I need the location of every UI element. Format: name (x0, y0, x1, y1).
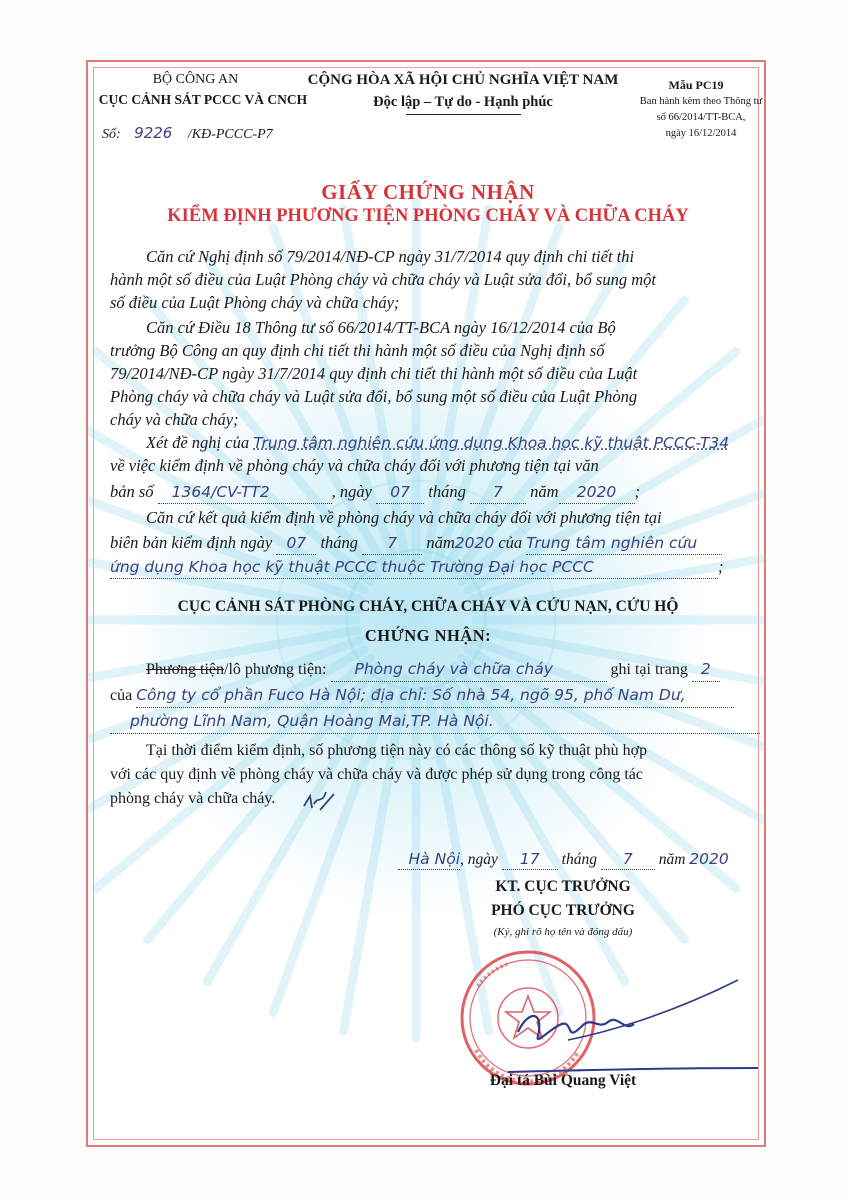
p3-doc-prefix: bản số (110, 482, 154, 501)
preamble-p4-line1: Căn cứ kết quả kiểm định về phòng cháy và chữa cháy đối với phương tiện tại (146, 508, 662, 527)
preamble-p2-line5: cháy và chữa cháy; (110, 410, 239, 429)
form-note-2: số 66/2014/TT-BCA, (656, 112, 746, 123)
issue-day: 17 (519, 850, 540, 868)
address-line (110, 710, 760, 734)
p3-prefix: Xét đề nghị của (146, 433, 250, 452)
p3-year-label: năm (530, 482, 559, 501)
vehicle-label: /lô phương tiện: (224, 661, 327, 678)
p4-year: 2020 (454, 534, 495, 552)
certificate-subtitle: KIỂM ĐỊNH PHƯƠNG TIỆN PHÒNG CHÁY VÀ CHỮA CHÁY (167, 206, 689, 226)
preamble-p2-line3: 79/2014/NĐ-CP ngày 31/7/2014 quy định chi tiết thi hành một số điều của Luật (110, 364, 638, 383)
of-label: của (110, 687, 133, 704)
p4-org-line2: ứng dụng Khoa học kỹ thuật PCCC thuộc Trường Đại học PCCC (110, 558, 594, 576)
certificate-border (86, 60, 766, 1147)
vehicle-line (146, 658, 720, 682)
form-note-3: ngày 16/12/2014 (665, 128, 737, 139)
p4-month-label: tháng (320, 533, 359, 552)
conclusion-line1: Tại thời điểm kiểm định, số phương tiện này có các thông số kỹ thuật phù hợp (146, 742, 648, 759)
company-value: Công ty cổ phần Fuco Hà Nội; địa chỉ: Số nhà 54, ngõ 95, phố Nam Dư, (136, 686, 686, 704)
preamble-p2-line2: trưởng Bộ Công an quy định chi tiết thi hành một số điều của Nghị định số (110, 341, 605, 360)
preamble-p1-line3: số điều của Luật Phòng cháy và chữa cháy; (110, 293, 400, 312)
certify-heading: CHỨNG NHẬN: (364, 626, 492, 645)
national-motto: Độc lập – Tự do - Hạnh phúc (373, 94, 553, 110)
signer-role-2: PHÓ CỤC TRƯỞNG (491, 902, 635, 919)
preamble-p4-line2 (110, 532, 722, 555)
page-value: 2 (700, 660, 711, 678)
issue-date (398, 850, 729, 870)
preamble-p4-line3 (110, 556, 724, 579)
p4-end: ; (718, 557, 724, 576)
department-name: CỤC CẢNH SÁT PCCC VÀ CNCH (98, 92, 308, 107)
issue-month-label: tháng (561, 851, 597, 868)
p4-prefix: biên bản kiểm định ngày (110, 533, 273, 552)
document-number (102, 124, 273, 143)
company-line (110, 684, 734, 708)
issue-year-label: năm (658, 851, 686, 868)
address-value: phường Lĩnh Nam, Quận Hoàng Mai,TP. Hà Nội. (130, 712, 494, 730)
p3-doc-number: 1364/CV-TT2 (171, 483, 270, 501)
p4-month: 7 (387, 534, 398, 552)
p3-day: 07 (390, 483, 410, 501)
p3-month-label: tháng (428, 482, 466, 501)
preamble-p1-line1: Căn cứ Nghị định số 79/2014/NĐ-CP ngày 31/7/2014 quy định chi tiết thi (146, 247, 635, 266)
preamble-p2-line4: Phòng cháy và chữa cháy và Luật sửa đổi, bổ sung một số điều của Luật Phòng (110, 387, 638, 406)
page-label: ghi tại trang (610, 661, 688, 678)
p3-end: ; (634, 482, 641, 501)
preamble-p1-line2: hành một số điều của Luật Phòng cháy và chữa cháy và Luật sửa đổi, bổ sung một (110, 270, 656, 289)
preamble-p2-line1: Căn cứ Điều 18 Thông tư số 66/2014/TT-BCA ngày 16/12/2014 của Bộ (146, 318, 616, 337)
country-name: CỘNG HÒA XÃ HỘI CHỦ NGHĨA VIỆT NAM (307, 72, 619, 88)
preamble-p3-line1 (146, 432, 729, 454)
issue-year: 2020 (689, 850, 729, 868)
preamble-p3-line2: về việc kiểm định về phòng cháy và chữa cháy đối với phương tiện tại văn (110, 456, 599, 475)
issuing-authority: CỤC CẢNH SÁT PHÒNG CHÁY, CHỮA CHÁY VÀ CỨU NẠN, CỨU HỘ (177, 598, 679, 615)
issue-place: Hà Nội (408, 850, 460, 868)
issue-month: 7 (622, 850, 633, 868)
agency-name: BỘ CÔNG AN (152, 72, 239, 87)
official-seal-and-signature (448, 940, 766, 1090)
conclusion-line2: với các quy định về phòng cháy và chữa cháy và được phép sử dụng trong công tác (110, 766, 643, 783)
vehicle-label-struck: Phương tiện (146, 661, 225, 678)
p3-day-label: , ngày (331, 482, 372, 501)
issue-day-label: , ngày (460, 851, 498, 868)
conclusion-line3: phòng cháy và chữa cháy. (110, 790, 276, 807)
form-note-1: Ban hành kèm theo Thông tư (639, 96, 763, 107)
preamble-p3-line3 (110, 481, 640, 504)
vehicle-value: Phòng cháy và chữa cháy (354, 660, 553, 678)
p3-requesting-org: Trung tâm nghiên cứu ứng dụng Khoa học kỹ thuật PCCC-T34 (253, 434, 730, 452)
signer-name: Đại tá Bùi Quang Việt (489, 1072, 637, 1089)
p3-month: 7 (493, 483, 503, 501)
p4-year-label: năm (426, 533, 455, 552)
number-suffix: /KĐ-PCCC-P7 (187, 127, 273, 142)
number-value: 9226 (134, 124, 173, 142)
p3-year: 2020 (576, 483, 617, 501)
signer-role-1: KT. CỤC TRƯỞNG (495, 878, 631, 895)
number-label: Số: (102, 127, 121, 142)
p4-of: của (498, 533, 523, 552)
p4-org-line1: Trung tâm nghiên cứu (526, 534, 698, 552)
initials-mark (300, 786, 340, 816)
form-code: Mẫu PC19 (668, 78, 724, 92)
certificate-title: GIẤY CHỨNG NHẬN (321, 180, 535, 204)
signing-instruction: (Ký, ghi rõ họ tên và đóng dấu) (493, 926, 633, 938)
motto-underline (406, 114, 521, 115)
p4-day: 07 (286, 534, 307, 552)
